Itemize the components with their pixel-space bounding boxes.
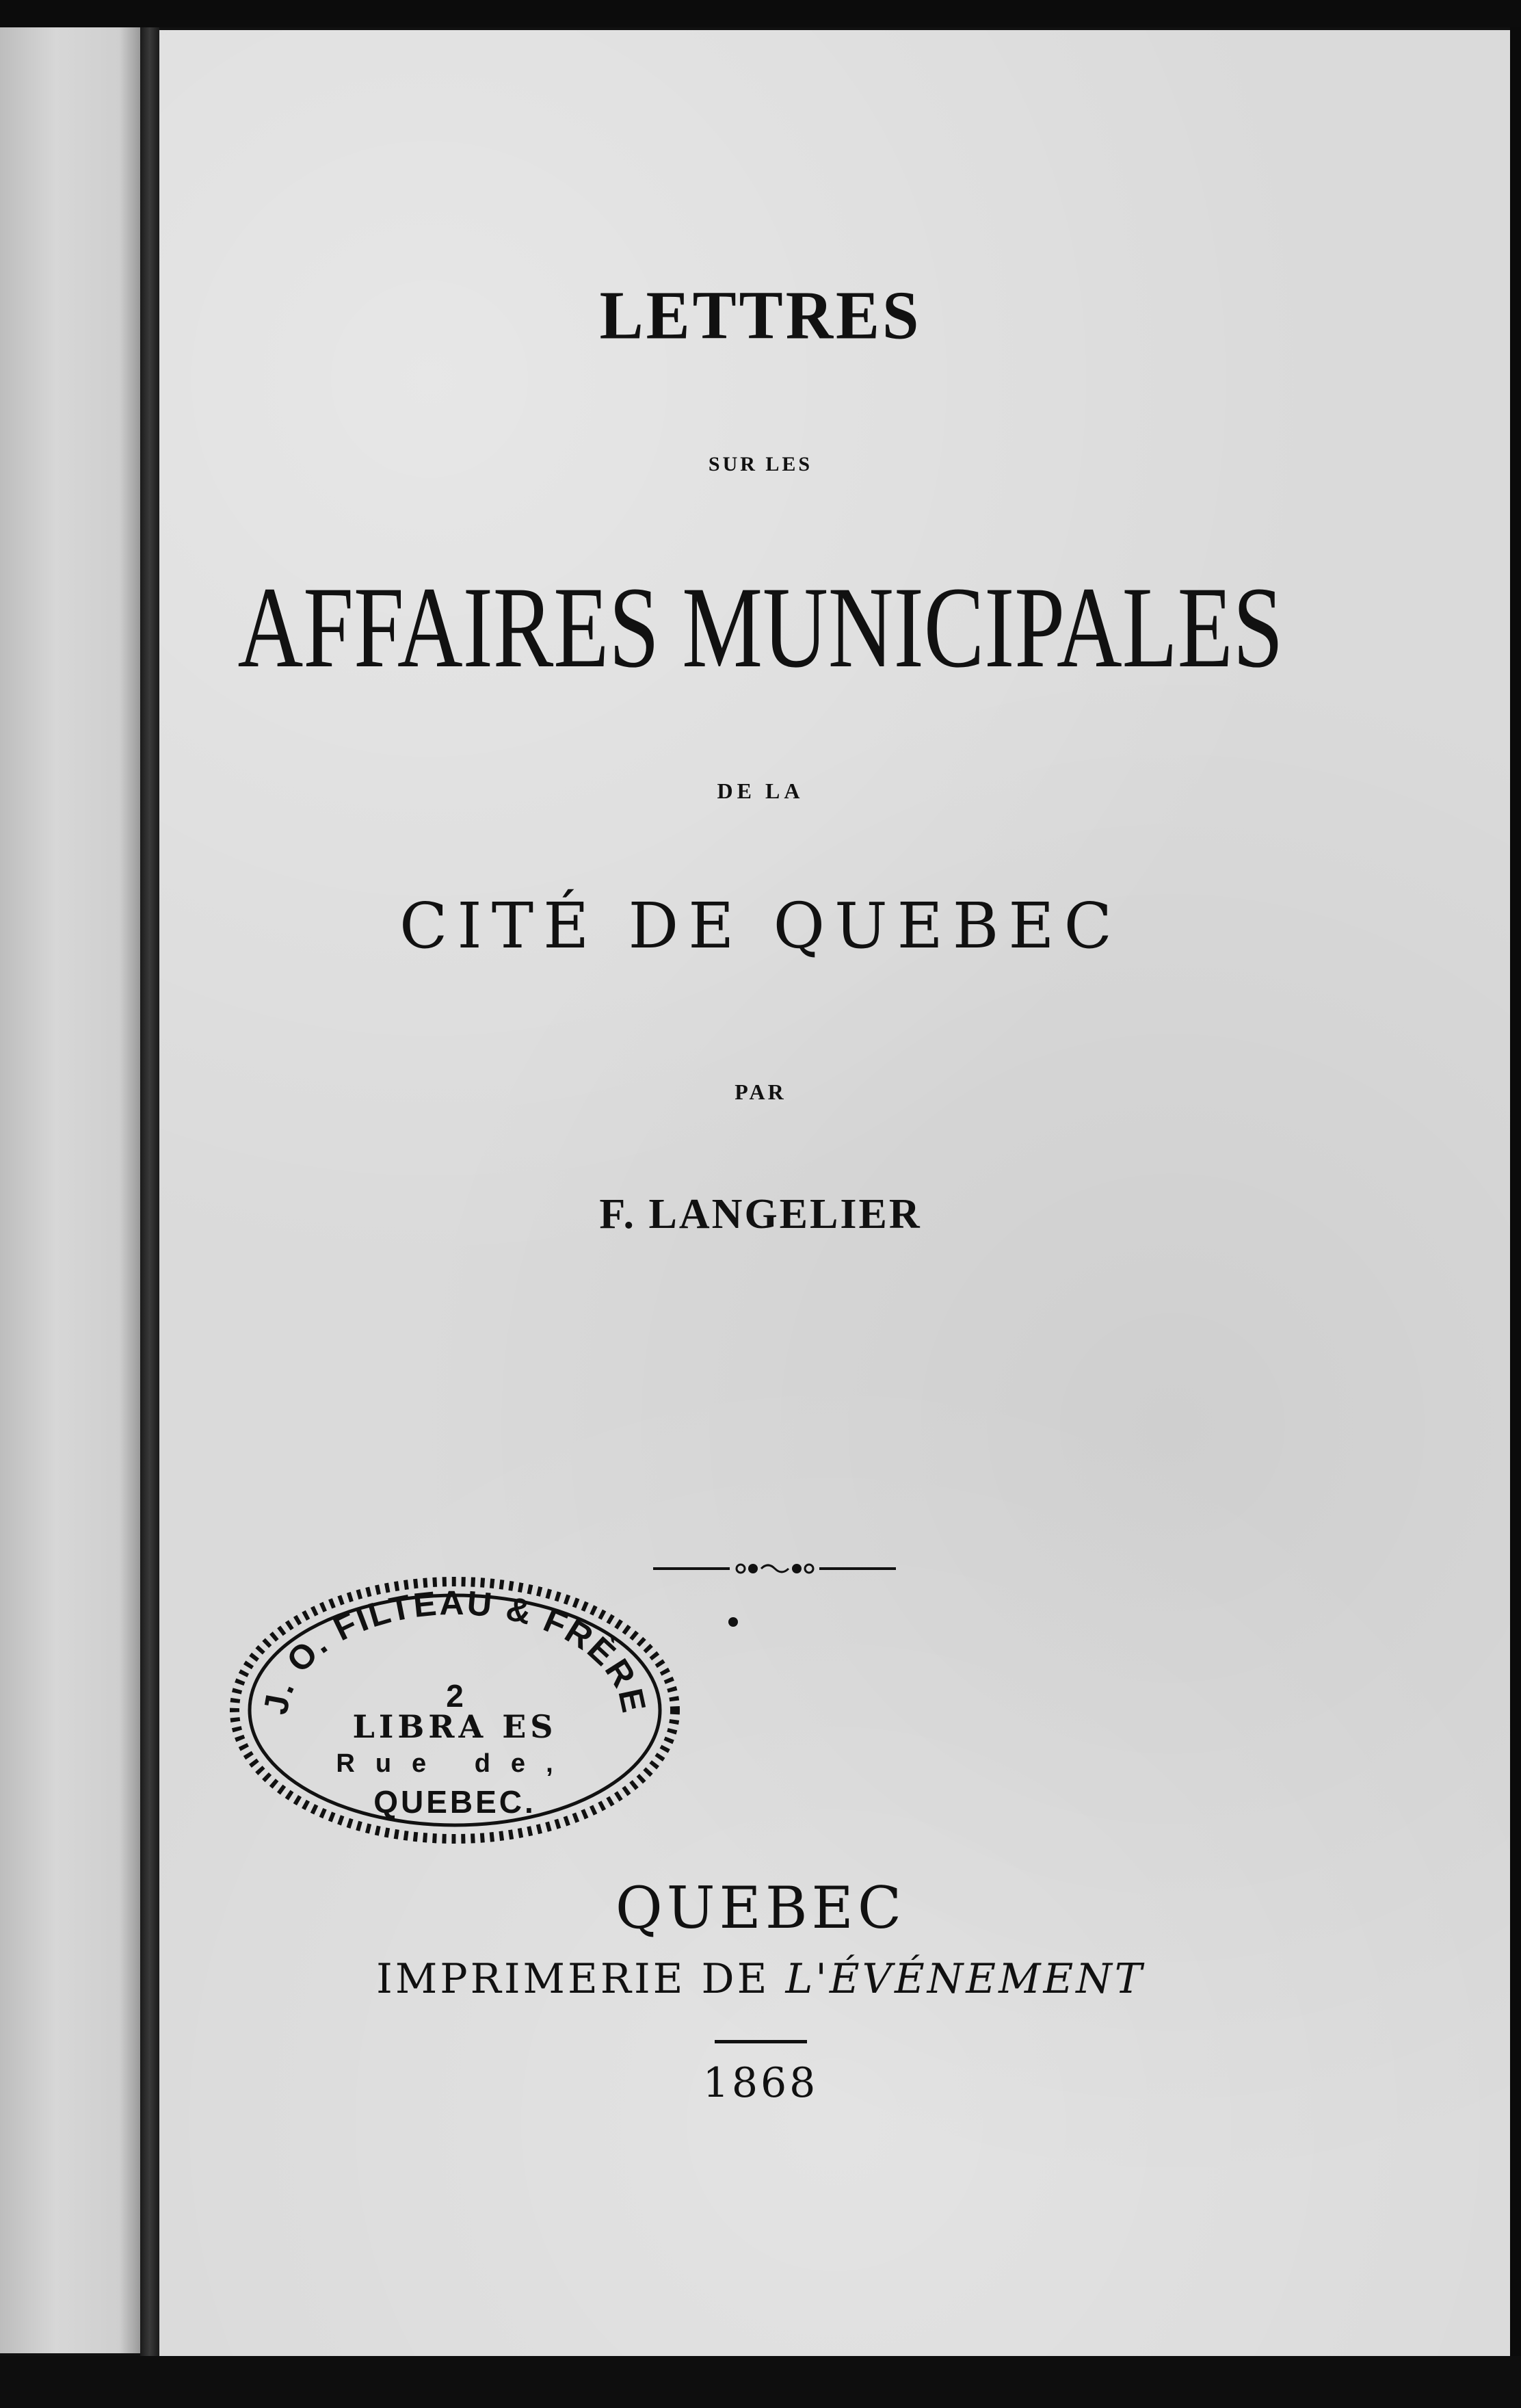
subtitle-city: CITÉ DE QUEBEC — [399, 889, 1122, 963]
printer-name: L'ÉVÉNEMENT — [785, 1955, 1145, 2003]
stamp-city: QUEBEC. — [373, 1784, 536, 1820]
ornamental-rule — [653, 1562, 896, 1575]
publication-year: 1868 — [702, 2059, 819, 2107]
imprint-rule — [715, 2040, 807, 2043]
bookseller-stamp — [226, 1573, 684, 1847]
ink-dot — [728, 1617, 738, 1627]
scan-bottom-border — [0, 2356, 1521, 2408]
imprint-printer — [0, 1955, 1521, 2003]
imprint-city: QUEBEC — [615, 1874, 906, 1941]
stamp-name: J. O. FILTEAU & FRÈRE — [256, 1583, 654, 1718]
stamp-street: Rue de, — [336, 1749, 574, 1778]
connector-sur-les: SUR LES — [708, 453, 813, 475]
author-name: F. LANGELIER — [599, 1191, 922, 1238]
heading-lettres: LETTRES — [599, 276, 922, 354]
printer-prefix: IMPRIMERIE DE — [376, 1955, 786, 2003]
scan-top-border — [0, 0, 1521, 27]
by-label: PAR — [735, 1079, 786, 1104]
stamp-number: 2 — [446, 1678, 464, 1714]
main-title: AFFAIRES MUNICIPALES — [237, 563, 1284, 692]
stamp-trade: LIBRA ES — [352, 1708, 557, 1745]
connector-de-la: DE LA — [717, 778, 804, 803]
